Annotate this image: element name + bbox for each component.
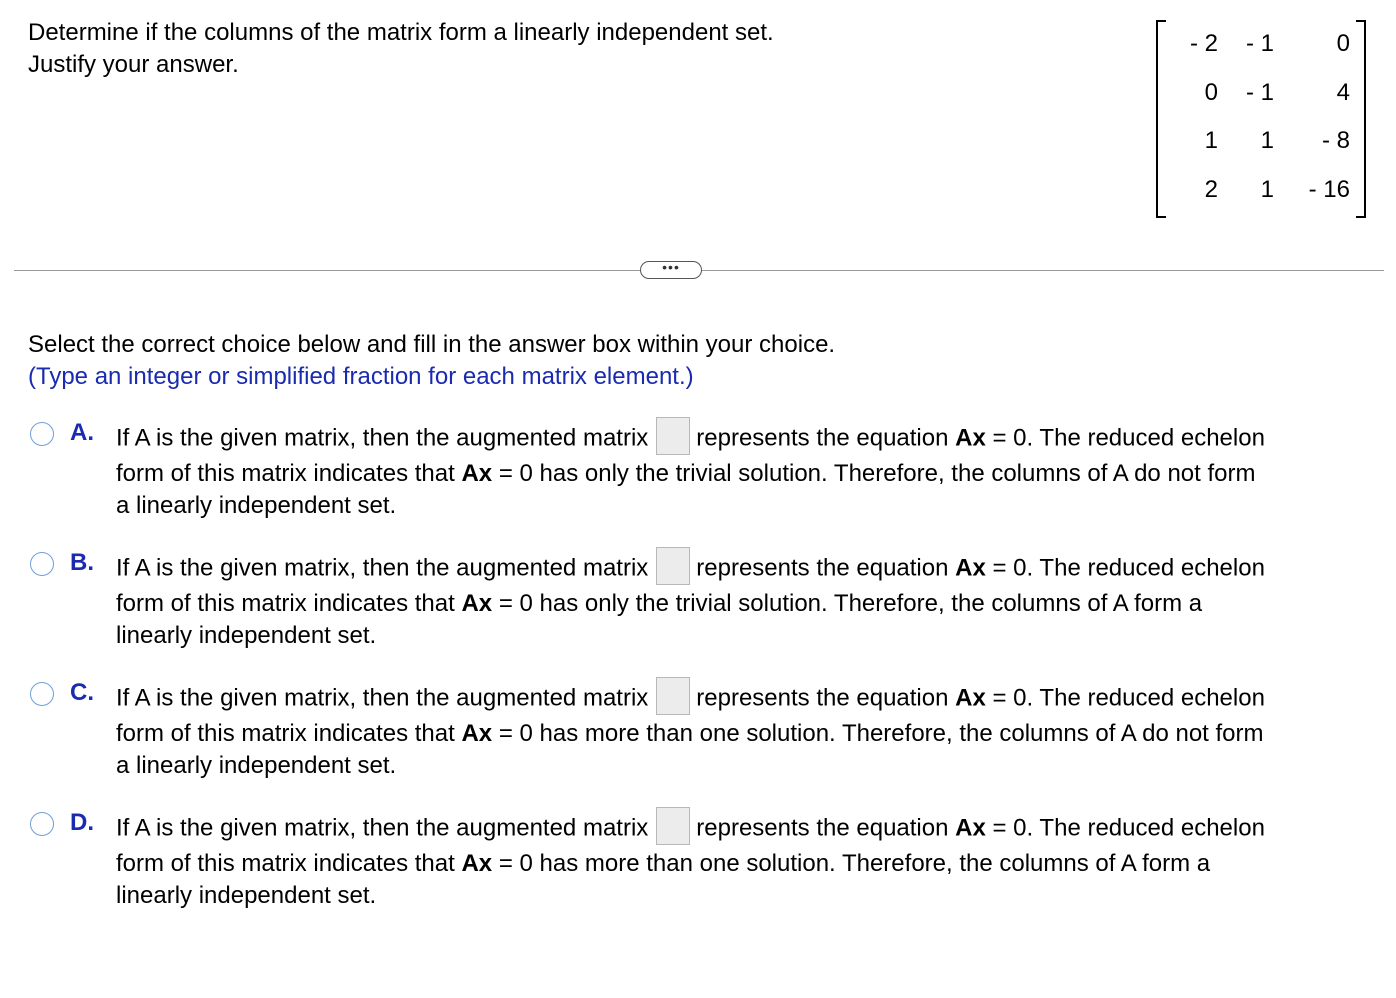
equation-equals-zero: = 0 xyxy=(492,850,533,877)
equation-ax: Ax xyxy=(461,460,493,487)
question-line-2: Justify your answer. xyxy=(28,51,239,78)
choice-text-segment: has more than one solution. Therefore, the columns of A form a xyxy=(532,850,1211,877)
equation-ax: Ax xyxy=(461,590,493,617)
choice-text-segment: If A is the given matrix, then the augmented matrix xyxy=(116,424,649,452)
choice-text-segment: has more than one solution. Therefore, the columns of A do not form xyxy=(532,720,1264,747)
equation-equals-zero: = 0 xyxy=(492,460,533,487)
choice-text-segment: linearly independent set. xyxy=(116,882,377,909)
choice-text-segment: form of this matrix indicates that xyxy=(116,720,455,747)
choice-a-radio[interactable] xyxy=(30,422,54,446)
equation-equals-zero: = 0 xyxy=(492,590,533,617)
question-line-1: Determine if the columns of the matrix form a linearly independent set. xyxy=(28,19,774,46)
choice-text-segment: . The reduced echelon xyxy=(1026,554,1265,582)
choice-text-segment: represents the equation xyxy=(696,424,949,452)
equation-ax: Ax xyxy=(955,554,986,582)
equation-equals-zero: = 0 xyxy=(492,720,533,747)
choice-text-segment: a linearly independent set. xyxy=(116,752,397,779)
choice-d-text xyxy=(116,810,1376,912)
choice-text-segment: has only the trivial solution. Therefore, the columns of A form a xyxy=(532,590,1203,617)
choice-text-segment: form of this matrix indicates that xyxy=(116,850,455,877)
choice-text-segment: a linearly independent set. xyxy=(116,492,397,519)
matrix-cell: 0 xyxy=(1336,30,1350,57)
matrix-cell: 4 xyxy=(1336,79,1350,106)
matrix-right-bracket xyxy=(1356,20,1366,218)
choice-text-segment: has only the trivial solution. Therefore, the columns of A do not form xyxy=(532,460,1256,487)
equation-ax: Ax xyxy=(461,850,493,877)
choice-b-answer-box[interactable] xyxy=(656,547,690,585)
instructions-line: Select the correct choice below and fill in the answer box within your choice. xyxy=(28,331,836,358)
choice-b-text xyxy=(116,550,1376,652)
equation-ax: Ax xyxy=(955,814,986,842)
choice-b-radio[interactable] xyxy=(30,552,54,576)
choice-text-segment: If A is the given matrix, then the augmented matrix xyxy=(116,684,649,712)
equation-ax: Ax xyxy=(461,720,493,747)
choice-text-segment: If A is the given matrix, then the augmented matrix xyxy=(116,814,649,842)
question-text xyxy=(28,17,774,81)
choice-a-answer-box[interactable] xyxy=(656,417,690,455)
choice-c-letter: C. xyxy=(70,679,94,706)
choice-text-segment: linearly independent set. xyxy=(116,622,377,649)
matrix-cell: - 16 xyxy=(1308,176,1350,203)
choice-text-segment: . The reduced echelon xyxy=(1026,424,1265,452)
matrix-cell: - 1 xyxy=(1245,30,1274,57)
instructions xyxy=(28,329,835,393)
equation-ax: Ax xyxy=(955,684,986,712)
matrix-cell: - 1 xyxy=(1245,79,1274,106)
choice-text-segment: represents the equation xyxy=(696,554,949,582)
choice-text-segment: form of this matrix indicates that xyxy=(116,460,455,487)
choice-text-segment: If A is the given matrix, then the augmented matrix xyxy=(116,554,649,582)
choice-c-text xyxy=(116,680,1376,782)
choice-c-radio[interactable] xyxy=(30,682,54,706)
choice-d-radio[interactable] xyxy=(30,812,54,836)
matrix-cell: - 8 xyxy=(1321,127,1350,154)
matrix-cell: 1 xyxy=(1260,176,1274,203)
equation-equals-zero: = 0 xyxy=(985,814,1027,842)
choice-b-letter: B. xyxy=(70,549,94,576)
choice-text-segment: . The reduced echelon xyxy=(1026,684,1265,712)
choice-text-segment: represents the equation xyxy=(696,684,949,712)
matrix-cell: 0 xyxy=(1204,79,1218,106)
given-matrix xyxy=(1156,20,1366,216)
choice-d-letter: D. xyxy=(70,809,94,836)
expand-more-button[interactable]: ••• xyxy=(640,261,702,279)
equation-equals-zero: = 0 xyxy=(985,684,1027,712)
choice-d-answer-box[interactable] xyxy=(656,807,690,845)
choice-a-text xyxy=(116,420,1376,522)
instructions-hint: (Type an integer or simplified fraction for each matrix element.) xyxy=(28,363,694,390)
matrix-cell: 1 xyxy=(1260,127,1274,154)
matrix-left-bracket xyxy=(1156,20,1166,218)
equation-ax: Ax xyxy=(955,424,986,452)
matrix-cell: - 2 xyxy=(1189,30,1218,57)
equation-equals-zero: = 0 xyxy=(985,554,1027,582)
matrix-cell: 1 xyxy=(1204,127,1218,154)
choice-a-letter: A. xyxy=(70,419,94,446)
equation-equals-zero: = 0 xyxy=(985,424,1027,452)
choice-text-segment: represents the equation xyxy=(696,814,949,842)
choice-text-segment: form of this matrix indicates that xyxy=(116,590,455,617)
choice-c-answer-box[interactable] xyxy=(656,677,690,715)
choice-text-segment: . The reduced echelon xyxy=(1026,814,1265,842)
matrix-cell: 2 xyxy=(1204,176,1218,203)
